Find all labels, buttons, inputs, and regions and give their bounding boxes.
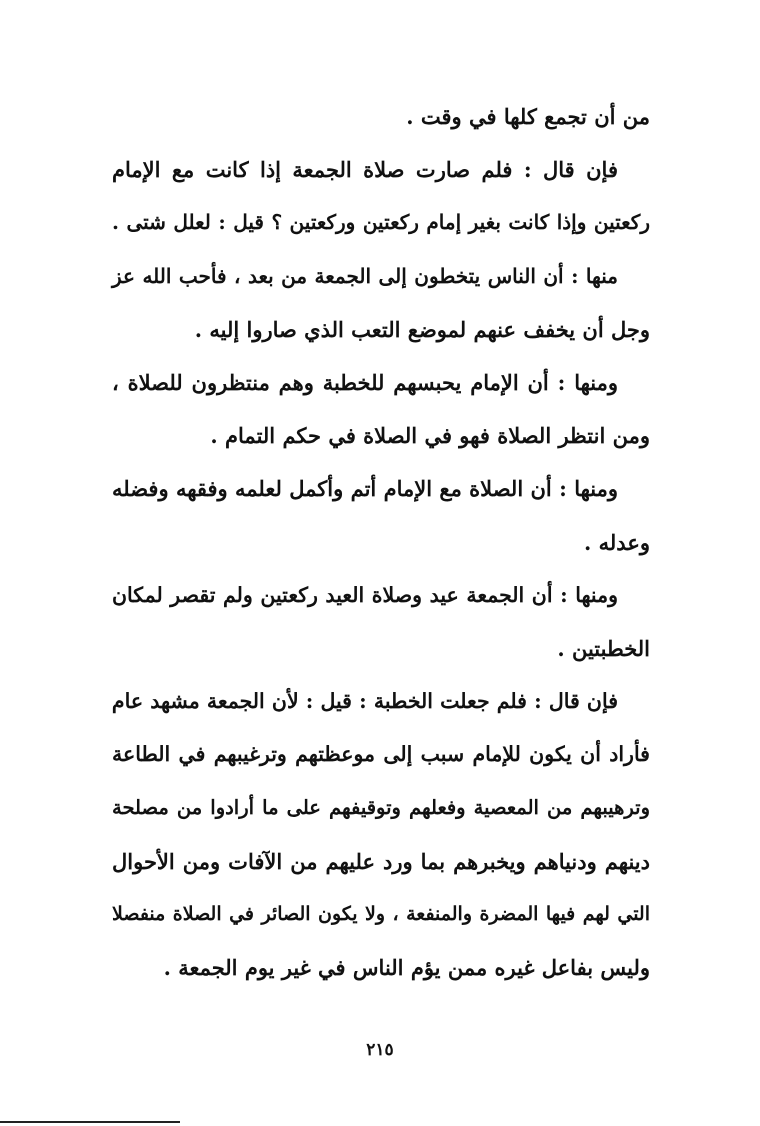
text-line: وترهيبهم من المعصية وفعلهم وتوقيفهم على ما أرادوا من مصلحة bbox=[112, 796, 650, 820]
text-line: فأراد أن يكون للإمام سبب إلى موعظتهم وترغيبهم في الطاعة bbox=[112, 742, 650, 767]
text-line: من أن تجمع كلها في وقت . bbox=[406, 104, 650, 129]
text-line: منها : أن الناس يتخطون إلى الجمعة من بعد ، فأحب الله عز bbox=[112, 263, 618, 288]
text-line: دينهم ودنياهم ويخبرهم بما ورد عليهم من الآفات ومن الأحوال bbox=[112, 848, 650, 874]
text-line: وليس بفاعل غيره ممن يؤم الناس في غير يوم الجمعة . bbox=[163, 955, 650, 980]
text-line: فإن قال : فلم صارت صلاة الجمعة إذا كانت مع الإمام bbox=[112, 157, 618, 183]
text-line: فإن قال : فلم جعلت الخطبة : قيل : لأن الجمعة مشهد عام bbox=[111, 689, 618, 714]
text-line: التي لهم فيها المضرة والمنفعة ، ولا يكون الصائر في الصلاة منفصلا bbox=[112, 902, 650, 925]
body-text bbox=[112, 90, 650, 994]
text-line: ومنها : أن الإمام يحبسهم للخطبة وهم منتظرون للصلاة ، bbox=[112, 369, 618, 395]
bottom-rule bbox=[0, 1121, 180, 1123]
text-line: الخطبتين . bbox=[557, 635, 650, 661]
text-line: ومنها : أن الصلاة مع الإمام أتم وأكمل لعلمه وفقهه وفضله bbox=[112, 476, 618, 502]
text-line: وجل أن يخفف عنهم لموضع التعب الذي صاروا إليه . bbox=[194, 316, 650, 342]
page-number: ٢١٥ bbox=[366, 1040, 394, 1060]
text-line: ركعتين وإذا كانت بغير إمام ركعتين وركعتين ؟ قيل : لعلل شتى . bbox=[112, 210, 650, 235]
text-line: ومن انتظر الصلاة فهو في الصلاة في حكم التمام . bbox=[210, 423, 650, 449]
text-line: ومنها : أن الجمعة عيد وصلاة العيد ركعتين ولم تقصر لمكان bbox=[112, 582, 618, 607]
text-line: وعدله . bbox=[584, 529, 650, 555]
